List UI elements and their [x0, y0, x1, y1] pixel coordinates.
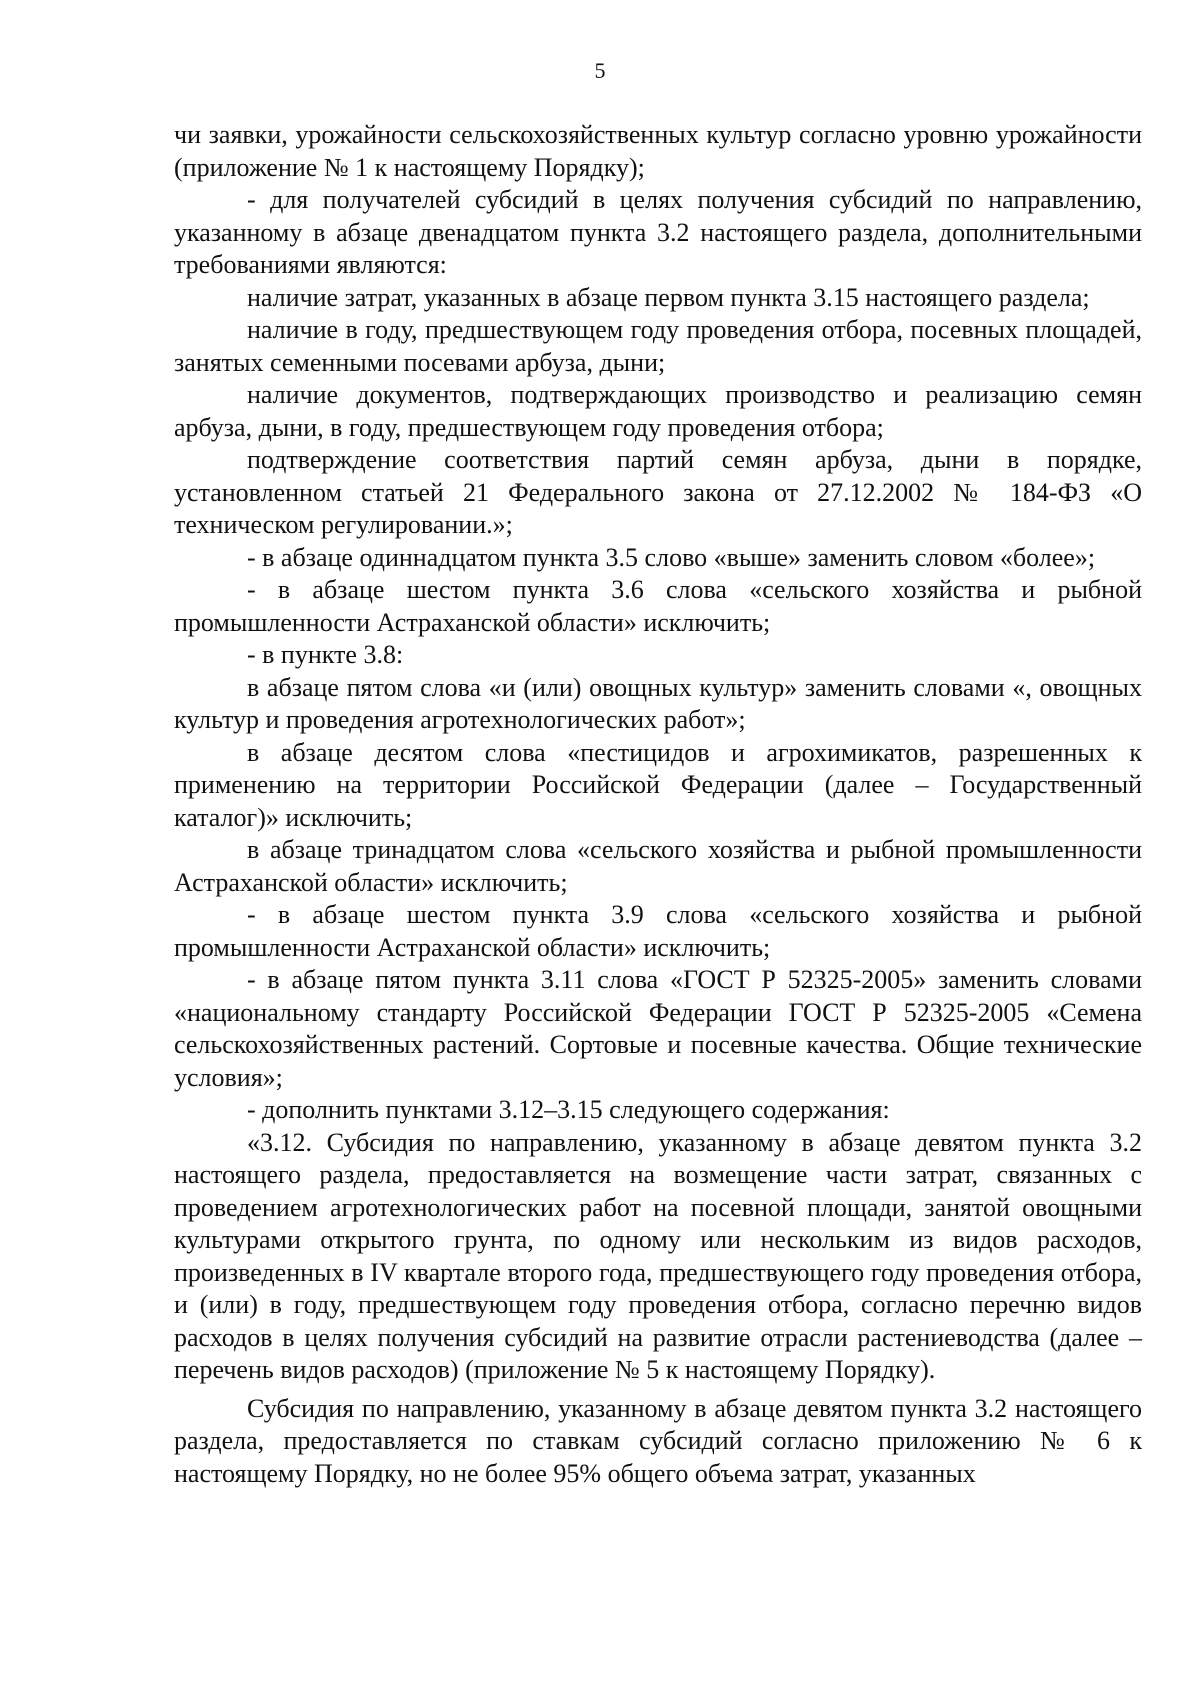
paragraph-item-3-12: «3.12. Субсидия по направлению, указанному в абзаце девятом пункта 3.2 настоящего раздела, предоставляется на возмещение части затрат, связанных с проведением агротехнологических работ на посевной площади, занятой овощными культурами открытого грунта, по одному или нескольким из видов расходов, произведенных в IV квартале второго года, предшествующего году проведения отбора, и (или) в году, предшествующем году проведения отбора, согласно перечню видов расходов в целях получения субсидий на развитие отрасли растениеводства (далее – перечень видов расходов) (приложение № 5 к настоящему Порядку).: [174, 1127, 1142, 1384]
paragraph-additional-requirements: - для получателей субсидий в целях получения субсидий по направлению, указанному в абзаце двенадцатом пункта 3.2 настоящего раздела, дополнительными требованиями являются:: [174, 185, 1142, 279]
paragraph-costs: наличие затрат, указанных в абзаце первом пункта 3.15 настоящего раздела;: [247, 282, 1090, 312]
paragraph-item-3-8: - в пункте 3.8:: [247, 640, 404, 669]
paragraph-item-3-8-fifth: в абзаце пятом слова «и (или) овощных культур» заменить словами «, овощных культур и проведения агротехнологических работ»;: [174, 672, 1142, 734]
paragraph-item-3-8-thirteenth: в абзаце тринадцатом слова «сельского хозяйства и рыбной промышленности Астраханской области» исключить;: [174, 835, 1142, 897]
paragraph-item-3-8-tenth: в абзаце десятом слова «пестицидов и агрохимикатов, разрешенных к применению на территории Российской Федерации (далее – Государственный каталог)» исключить;: [174, 737, 1142, 832]
paragraph-item-3-11: - в абзаце пятом пункта 3.11 слова «ГОСТ Р 52325-2005» заменить словами «национальному стандарту Российской Федерации ГОСТ Р 52325-2005 «Семена сельскохозяйственных растений. Сортовые и посевные качества. Общие технические условия»;: [174, 965, 1142, 1092]
paragraph-item-3-5: - в абзаце одиннадцатом пункта 3.5 слово «выше» заменить словом «более»;: [247, 542, 1096, 572]
page-number: 5: [594, 58, 606, 83]
paragraph-add-items: - дополнить пунктами 3.12–3.15 следующего содержания:: [247, 1095, 890, 1124]
paragraph-documents: наличие документов, подтверждающих производство и реализацию семян арбуза, дыни, в году, предшествующем году проведения отбора;: [174, 380, 1142, 442]
paragraph-continuation: чи заявки, урожайности сельскохозяйственных культур согласно уровню урожайности (приложение № 1 к настоящему Порядку);: [174, 120, 1142, 182]
paragraph-conformity: подтверждение соответствия партий семян арбуза, дыни в порядке, установленном статьей 21 Федерального закона от 27.12.2002 № 184-ФЗ «О техническом регулировании.»;: [174, 445, 1142, 539]
document-body: [174, 119, 1142, 1490]
paragraph-subsidy-rates: Субсидия по направлению, указанному в абзаце девятом пункта 3.2 настоящего раздела, предоставляется по ставкам субсидий согласно приложению № 6 к настоящему Порядку, но не более 95% общего объема затрат, указанных: [174, 1393, 1142, 1488]
paragraph-item-3-6: - в абзаце шестом пункта 3.6 слова «сельского хозяйства и рыбной промышленности Астраханской области» исключить;: [174, 575, 1142, 637]
paragraph-item-3-9: - в абзаце шестом пункта 3.9 слова «сельского хозяйства и рыбной промышленности Астраханской области» исключить;: [174, 900, 1142, 962]
paragraph-sown-areas: наличие в году, предшествующем году проведения отбора, посевных площадей, занятых семенными посевами арбуза, дыни;: [174, 315, 1142, 377]
